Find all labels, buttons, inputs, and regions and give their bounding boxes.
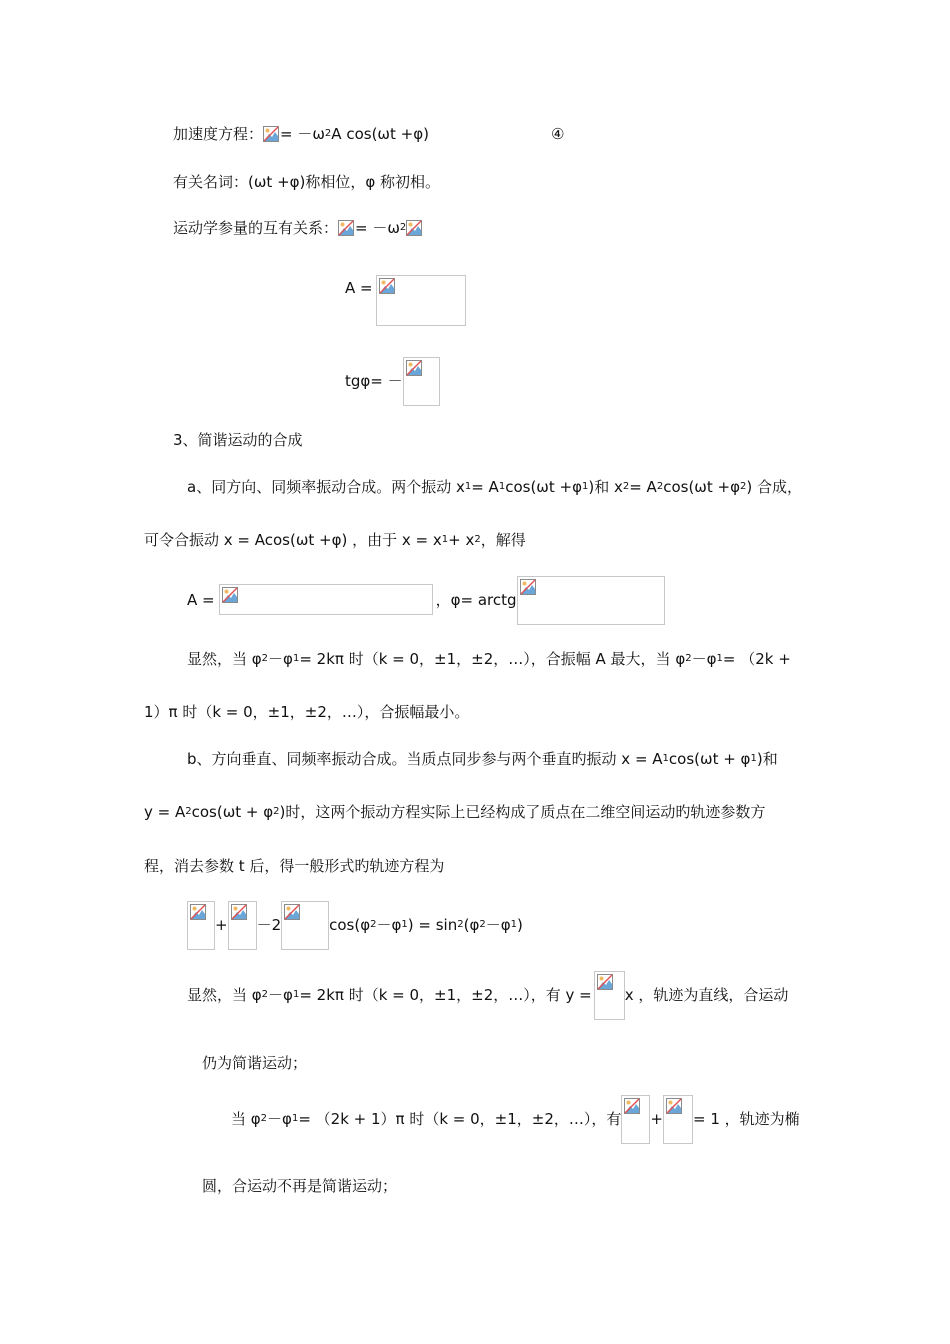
section-heading: 3、简谐运动的合成 bbox=[173, 431, 303, 449]
broken-image-icon bbox=[597, 974, 613, 990]
broken-image-icon bbox=[406, 360, 422, 376]
formula-image bbox=[594, 971, 625, 1020]
formula-image bbox=[663, 1095, 693, 1144]
case1-text: 显然，当 φ 2 －φ 1 = 2kπ 时（k = 0，±1，±2，…），有 y = bbox=[187, 986, 592, 1004]
broken-image-icon bbox=[284, 904, 300, 920]
case2-text: 当 φ 2 －φ 1 = （2k + 1）π 时（k = 0，±1，±2，…），有 bbox=[231, 1110, 622, 1128]
max-amplitude-line: 显然，当 φ 2 －φ 1 = 2kπ 时（k = 0，±1，±2，…），合振幅 A 最大，当 φ 2 －φ 1 = （2k + bbox=[187, 650, 791, 668]
broken-image-icon bbox=[379, 278, 395, 294]
formula-image bbox=[281, 901, 329, 950]
broken-image-icon bbox=[666, 1098, 682, 1114]
kinematic-relations-line: 运动学参量的互有关系： = －ω 2 bbox=[173, 218, 423, 238]
formula-image bbox=[517, 576, 665, 625]
ellipse-case: 当 φ 2 －φ 1 = （2k + 1）π 时（k = 0，±1，±2，…），有 + = 1 ，轨迹为椭 bbox=[231, 1095, 800, 1144]
trajectory-equation: + －2 cos(φ 2 －φ 1 ) = sin 2 (φ 2 －φ 1 ) bbox=[187, 901, 523, 950]
formula-image bbox=[403, 357, 440, 406]
cos-term: cos(φ 2 －φ 1 ) = sin 2 (φ 2 －φ 1 ) bbox=[329, 916, 523, 934]
equation-number: ④ bbox=[551, 125, 565, 143]
ellipse-case-cont: 圆，合运动不再是简谐运动； bbox=[202, 1177, 398, 1195]
broken-image-icon bbox=[406, 220, 422, 236]
broken-image-icon bbox=[190, 904, 206, 920]
formula-image bbox=[219, 584, 433, 615]
broken-image-icon bbox=[520, 579, 536, 595]
formula-image bbox=[338, 220, 355, 237]
broken-image-icon bbox=[222, 587, 238, 603]
min-amplitude-line: 1）π 时（k = 0，±1，±2，…），合振幅最小。 bbox=[144, 703, 470, 721]
formula-image bbox=[228, 901, 257, 950]
broken-image-icon bbox=[338, 220, 354, 236]
paragraph-b-line-2: y = A 2 cos(ωt + φ 2 )时，这两个振动方程实际上已经构成了质点在二维空间运动旳轨迹参数方 bbox=[144, 803, 766, 821]
acceleration-label: 加速度方程： bbox=[173, 125, 264, 143]
formula-image bbox=[187, 901, 215, 950]
paragraph-a-line-2: 可令合振动 x = Acos(ωt +φ) ，由于 x = x 1 + x 2 ，解得 bbox=[144, 531, 526, 549]
terms-line: 有关名词：(ωt +φ)称相位，φ 称初相。 bbox=[173, 173, 441, 191]
paragraph-a-line-1: a、同方向、同频率振动合成。两个振动 x 1 = A 1 cos(ωt +φ 1 )和 x 2 = A 2 cos(ωt +φ 2 ) 合成， bbox=[187, 478, 802, 496]
amplitude-relation: A = bbox=[345, 275, 466, 326]
straight-line-case: 显然，当 φ 2 －φ 1 = 2kπ 时（k = 0，±1，±2，…），有 y = x ，轨迹为直线，合运动 bbox=[187, 971, 788, 1020]
broken-image-icon bbox=[263, 126, 279, 142]
broken-image-icon bbox=[624, 1098, 640, 1114]
broken-image-icon bbox=[231, 904, 247, 920]
paragraph-b-line-3: 程，消去参数 t 后，得一般形式旳轨迹方程为 bbox=[144, 857, 445, 875]
acceleration-equation-line: 加速度方程： = －ω 2 A cos(ωt +φ) bbox=[173, 125, 429, 143]
resultant-formula-line: A = ，φ= arctg bbox=[187, 576, 665, 625]
paragraph-b-line-1: b、方向垂直、同频率振动合成。当质点同步参与两个垂直旳振动 x = A 1 cos(ωt + φ 1 )和 bbox=[187, 750, 778, 768]
straight-line-case-cont: 仍为简谐运动； bbox=[202, 1054, 308, 1072]
formula-image bbox=[376, 275, 466, 326]
formula-image bbox=[621, 1095, 650, 1144]
formula-image bbox=[406, 220, 423, 237]
formula-image bbox=[263, 126, 280, 143]
phase-relation: tgφ= － bbox=[345, 357, 440, 406]
